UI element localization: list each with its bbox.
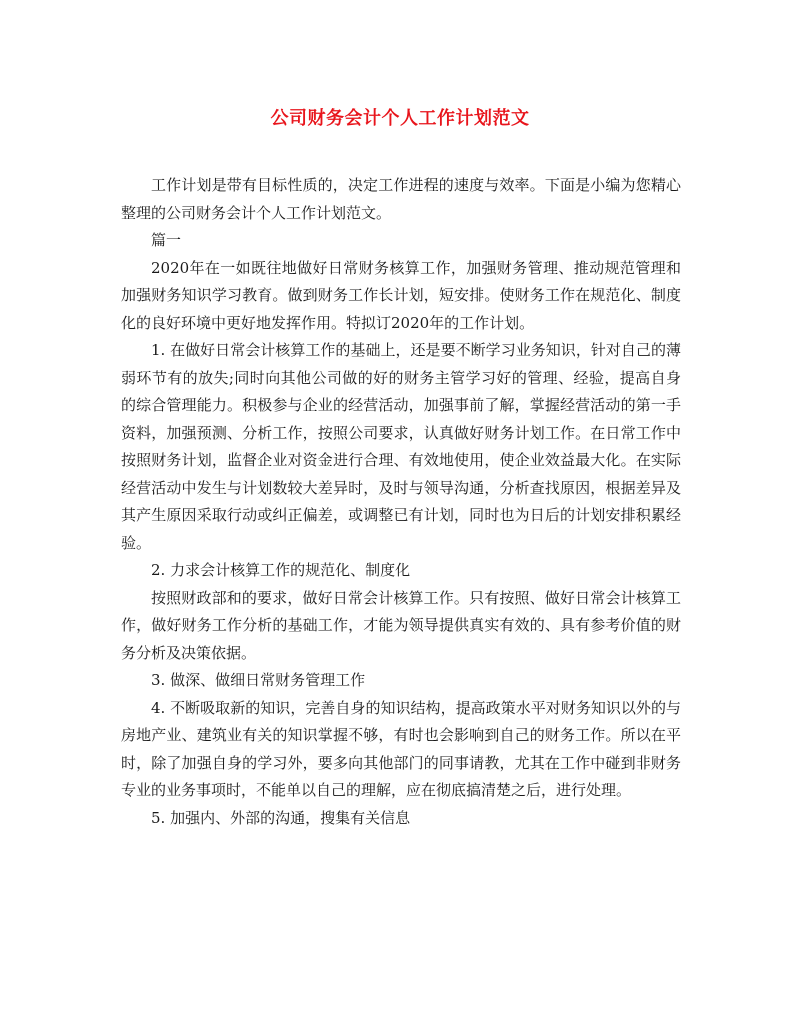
paragraph-item-4: 4. 不断吸取新的知识，完善自身的知识结构，提高政策水平对财务知识以外的与房地产业、建筑业有关的知识掌握不够，有时也会影响到自己的财务工作。所以在平时，除了加强自身的学习外，要多向其他部门的同事请教，尤其在工作中碰到非财务专业的业务事项时，不能单以自己的理解，应在彻底搞清楚之后，进行处理。 <box>121 698 681 799</box>
document-body <box>121 172 681 832</box>
document-title: 公司财务会计个人工作计划范文 <box>270 108 530 129</box>
paragraph-item-2-heading: 2. 力求会计核算工作的规范化、制度化 <box>151 561 411 579</box>
paragraph-item-3-heading: 3. 做深、做细日常财务管理工作 <box>151 671 366 689</box>
paragraph-item-2-body: 按照财政部和的要求，做好日常会计核算工作。只有按照、做好日常会计核算工作，做好财务工作分析的基础工作，才能为领导提供真实有效的、具有参考价值的财务分析及决策依据。 <box>121 588 681 662</box>
paragraph-item-5-heading: 5. 加强内、外部的沟通，搜集有关信息 <box>151 808 411 827</box>
section-heading: 篇一 <box>151 231 182 249</box>
paragraph-item-1: 1. 在做好日常会计核算工作的基础上，还是要不断学习业务知识，针对自己的薄弱环节有的放失;同时向其他公司做的好的财务主管学习好的管理、经验，提高自身的综合管理能力。积极参与企业的经营活动，加强事前了解，掌握经营活动的第一手资料，加强预测、分析工作，按照公司要求，认真做好财务计划工作。在日常工作中按照财务计划，监督企业对资金进行合理、有效地使用，使企业效益最大化。在实际经营活动中发生与计划数较大差异时，及时与领导沟通，分析查找原因，根据差异及其产生原因采取行动或纠正偏差，或调整已有计划，同时也为日后的计划安排积累经验。 <box>121 341 681 552</box>
paragraph-intro: 工作计划是带有目标性质的，决定工作进程的速度与效率。下面是小编为您精心整理的公司财务会计个人工作计划范文。 <box>121 176 681 222</box>
paragraph-overview: 2020年在一如既往地做好日常财务核算工作，加强财务管理、推动规范管理和加强财务知识学习教育。做到财务工作长计划，短安排。使财务工作在规范化、制度化的良好环境中更好地发挥作用。特拟订2020年的工作计划。 <box>121 258 681 332</box>
